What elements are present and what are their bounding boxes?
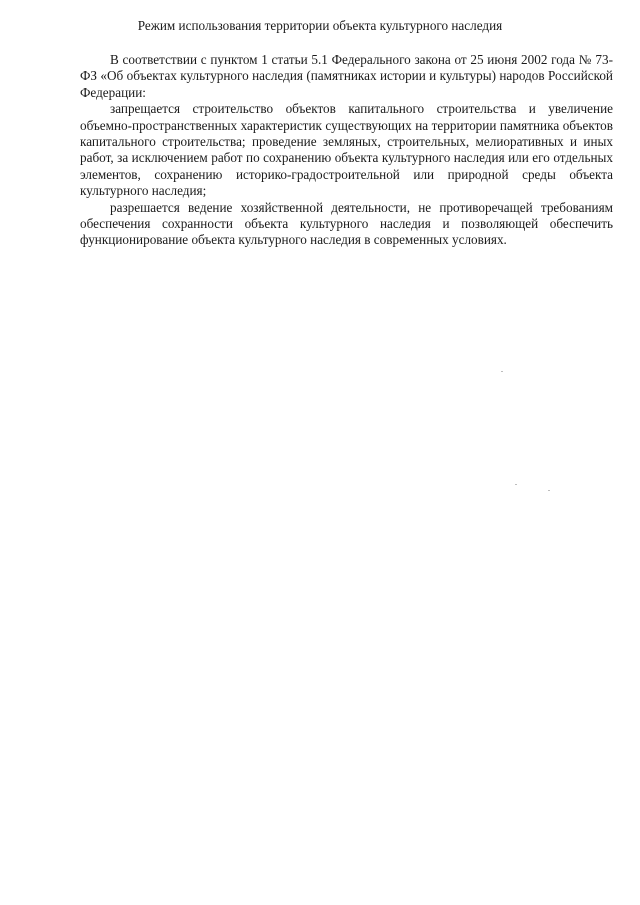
paragraph-permissions: разрешается ведение хозяйственной деятельности, не противоречащей требованиям обеспечения сохранности объекта культурного наследия и позволяющей обеспечить функционирование объекта культурного наследия в современных условиях. — [80, 199, 613, 248]
paragraph-legal-basis: В соответствии с пунктом 1 статьи 5.1 Федерального закона от 25 июня 2002 года № 73-ФЗ «Об объектах культурного наследия (памятниках истории и культуры) народов Российской Федерации: — [80, 52, 613, 100]
paragraph-prohibitions: запрещается строительство объектов капитального строительства и увеличение объемно-пространственных характеристик существующих на территории памятника объектов капитального строительства; проведение земляных, строительных, мелиоративных и иных работ, за исключением работ по сохранению объекта культурного наследия или его отдельных элементов, сохранению историко-градостроительной или природной среды объекта культурного наследия; — [80, 101, 613, 199]
scan-speck — [515, 484, 517, 485]
document-body — [80, 52, 613, 249]
document-title: Режим использования территории объекта культурного наследия — [137, 18, 503, 33]
scan-speck — [548, 490, 550, 491]
scan-speck — [501, 371, 503, 372]
